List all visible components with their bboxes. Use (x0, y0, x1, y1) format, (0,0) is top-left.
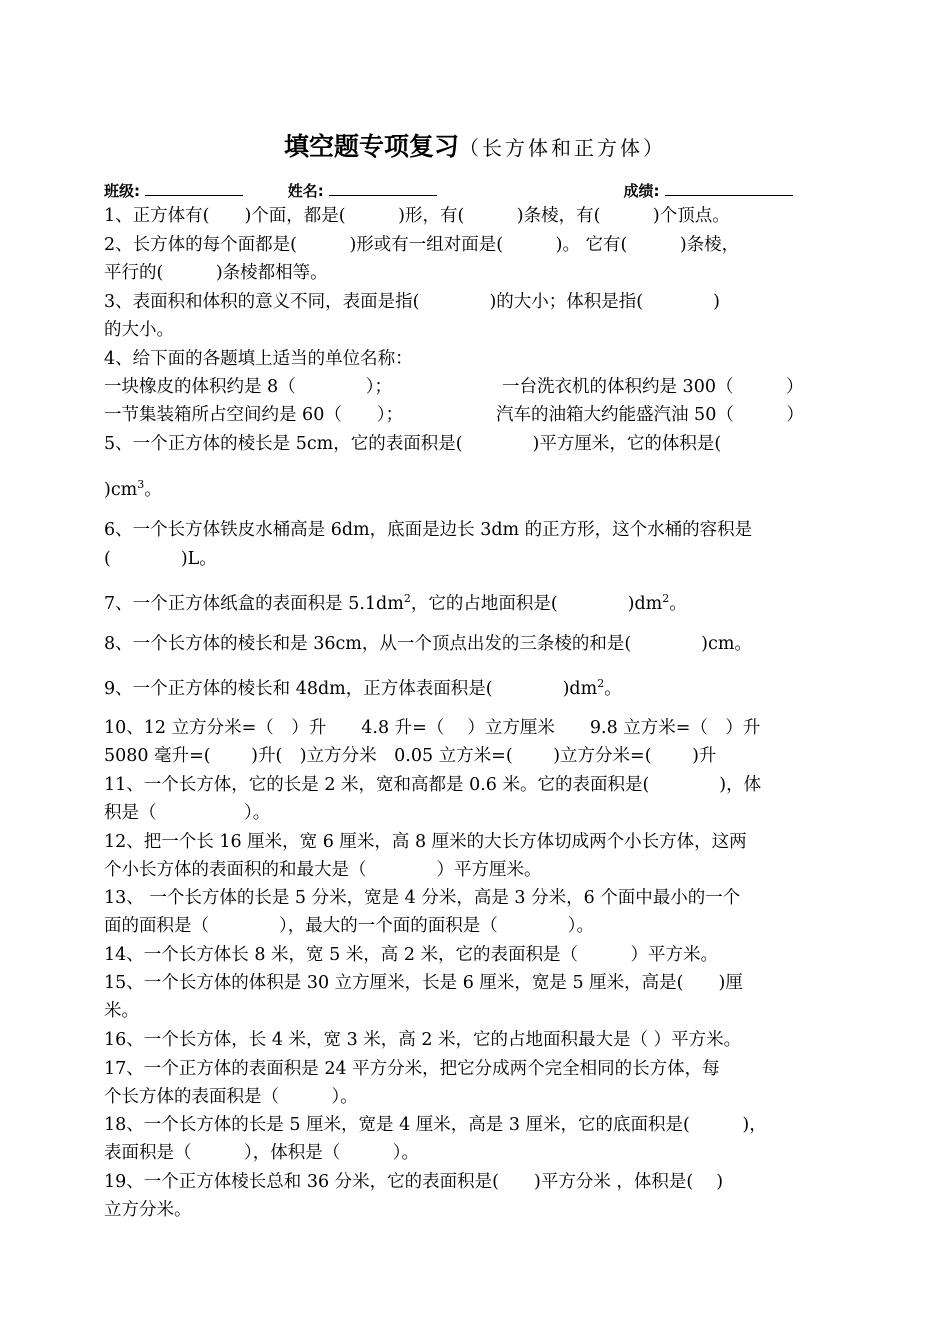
question-15-line-1: 15、一个长方体的体积是 30 立方厘米，长是 6 厘米，宽是 5 厘米，高是( )厘 (104, 973, 743, 993)
question-19-line-1: 19、一个正方体棱长总和 36 分米，它的表面积是( )平方分米 ，体积是( ) (104, 1172, 724, 1192)
question-5-line-2: )$cm^3$。 (104, 478, 162, 500)
question-10-line-1: 10、12 立方分米=（ ）升 4.8 升=（ ）立方厘米 9.8 立方米=（ ）升 (104, 718, 761, 738)
question-13-line-1: 13、 一个长方体的长是 5 分米，宽是 4 分米，高是 3 分米，6 个面中最小的一个 (104, 888, 741, 908)
question-4: 4、给下面的各题填上适当的单位名称： (104, 349, 413, 369)
class-label: 班级 (104, 182, 135, 200)
question-12-line-1: 12、把一个长 16 厘米，宽 6 厘米，高 8 厘米的大长方体切成两个小长方体，这两 (104, 832, 747, 852)
question-11-line-2: 积是（ ）。 (104, 803, 271, 823)
page-title (0, 127, 950, 163)
class-blank[interactable] (145, 181, 243, 196)
question-6-line-1: 6、一个长方体铁皮水桶高是 6dm，底面是边长 3dm 的正方形，这个水桶的容积是 (104, 520, 753, 540)
question-18-line-1: 18、一个长方体的长是 5 厘米，宽是 4 厘米，高是 3 厘米，它的底面积是( )， (104, 1115, 767, 1135)
question-3-line-2: 的大小。 (104, 320, 174, 340)
question-4-row-2 (104, 403, 864, 427)
question-6-line-2: ( )L。 (104, 549, 217, 569)
question-1: 1、正方体有( )个面，都是( )形，有( )条棱，有( )个顶点。 (104, 206, 730, 226)
question-4-item-b: 一台洗衣机的体积约是 300（ ） (502, 377, 804, 397)
title-subtitle: （长方体和正方体） (459, 136, 666, 160)
question-4-item-d: 汽车的油箱大约能盛汽油 50（ ） (496, 405, 804, 425)
question-19-line-2: 立方分米。 (104, 1200, 192, 1220)
question-13-line-2: 面的面积是（ ），最大的一个面的面积是（ ）。 (104, 916, 594, 936)
score-label: 成绩 (623, 182, 654, 200)
question-5-line-1: 5、一个正方体的棱长是 5cm，它的表面积是( )平方厘米，它的体积是( (104, 434, 722, 454)
question-10-line-2: 5080 毫升=( )升( )立方分米 0.05 立方米=( )立方分米=( )升 (104, 746, 717, 766)
question-17-line-2: 个长方体的表面积是（ ）。 (104, 1087, 358, 1107)
question-18-line-2: 表面积是（ ），体积是（ ）。 (104, 1143, 419, 1163)
question-7: 7、一个正方体纸盒的表面积是 $5.1dm^2$，它的占地面积是( )$dm^2$。 (104, 592, 687, 614)
student-info-row: 班级: 姓名: 成绩: (104, 180, 793, 201)
title-main: 填空题专项复习 (283, 132, 459, 161)
question-2-line-2: 平行的( )条棱都相等。 (104, 263, 328, 283)
name-blank[interactable] (329, 181, 437, 196)
question-4-row-1 (104, 375, 864, 399)
question-8: 8、一个长方体的棱长和是 36cm，从一个顶点出发的三条棱的和是( )cm。 (104, 634, 752, 654)
question-14: 14、一个长方体长 8 米，宽 5 米，高 2 米，它的表面积是（ ）平方米。 (104, 945, 719, 965)
question-15-line-2: 米。 (104, 1001, 139, 1021)
question-4-item-a: 一块橡皮的体积约是 8（ ）； (104, 377, 392, 397)
question-11-line-1: 11、一个长方体，它的长是 2 米，宽和高都是 0.6 米。它的表面积是( )，体 (104, 775, 762, 795)
question-16: 16、一个长方体，长 4 米，宽 3 米，高 2 米，它的占地面积最大是（ ）平方米。 (104, 1030, 742, 1050)
question-9: 9、一个正方体的棱长和 48dm，正方体表面积是( )$dm^2$。 (104, 677, 622, 699)
score-blank[interactable] (665, 181, 793, 196)
name-label: 姓名 (287, 182, 318, 200)
question-2-line-1: 2、长方体的每个面都是( )形或有一组对面是( )。 它有( )条棱， (104, 235, 740, 255)
question-12-line-2: 个小长方体的表面积的和最大是（ ）平方厘米。 (104, 860, 542, 880)
question-17-line-1: 17、一个正方体的表面积是 24 平方分米，把它分成两个完全相同的长方体，每 (104, 1059, 720, 1079)
question-3-line-1: 3、表面积和体积的意义不同，表面是指( )的大小；体积是指( ) (104, 292, 720, 312)
question-4-item-c: 一节集装箱所占空间约是 60（ ）； (104, 405, 404, 425)
